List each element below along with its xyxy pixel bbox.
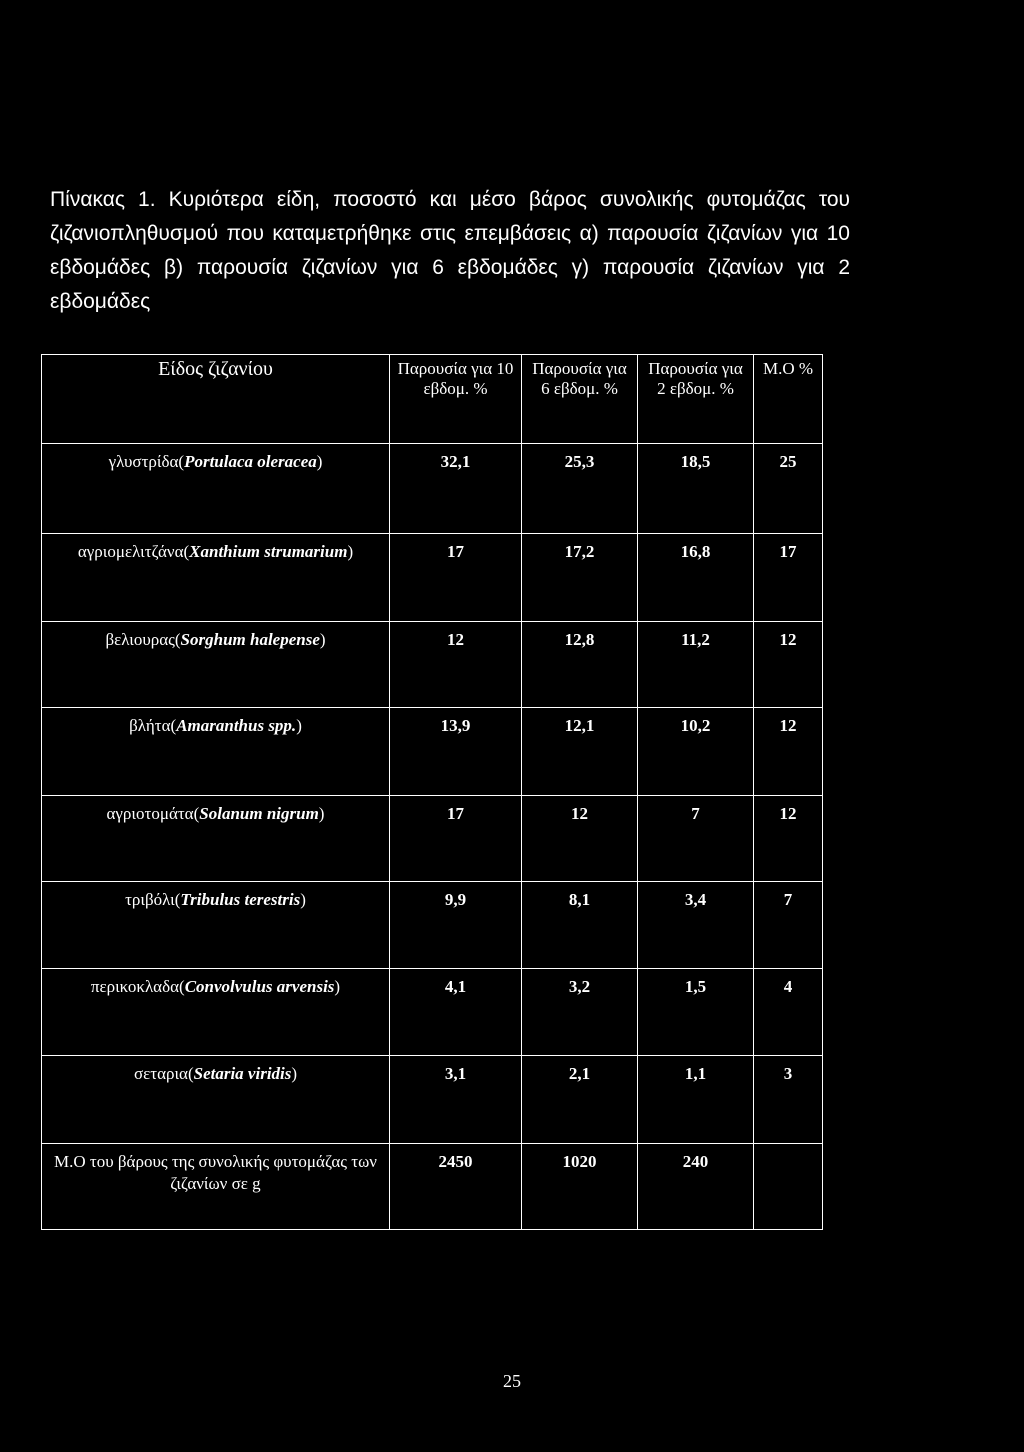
value-2-weeks: 1,5 [638,969,754,1056]
species-cell: σεταρια(Setaria viridis) [42,1056,390,1144]
value-6-weeks: 8,1 [522,882,638,969]
species-latin-name: Xanthium strumarium [189,542,348,561]
header-2-weeks: Παρουσία για 2 εβδομ. % [638,355,754,444]
table-row [42,708,823,796]
species-common-name: περικοκλαδα [90,977,180,996]
value-2-weeks: 10,2 [638,708,754,796]
species-cell: βλήτα(Amaranthus spp.) [42,708,390,796]
table-row [42,1056,823,1144]
header-mean: Μ.Ο % [754,355,823,444]
value-6-weeks: 12,1 [522,708,638,796]
table-caption: Πίνακας 1. Κυριότερα είδη, ποσοστό και μέσο βάρος συνολικής φυτομάζας του ζιζανιοπληθυσμού που καταμετρήθηκε στις επεμβάσεις α) παρουσία ζιζανίων για 10 εβδομάδες β) παρουσία ζιζανίων για 6 εβδομάδες γ) παρουσία ζιζανίων για 2 εβδομάδες [50,188,850,313]
biomass-label: Μ.Ο του βάρους της συνολικής φυτομάζας των ζιζανίων σε g [42,1144,390,1230]
species-latin-name: Solanum nigrum [199,804,319,823]
species-cell: αγριομελιτζάνα(Xanthium strumarium) [42,534,390,622]
value-6-weeks: 12 [522,796,638,882]
value-mean: 12 [754,796,823,882]
species-latin-name: Sorghum halepense [180,630,320,649]
species-latin-name: Setaria viridis [193,1064,292,1083]
table-row [42,969,823,1056]
species-common-name: βλήτα [129,716,171,735]
value-2-weeks: 3,4 [638,882,754,969]
weeds-table [41,354,823,1230]
biomass-2-weeks: 240 [638,1144,754,1230]
value-10-weeks: 32,1 [390,444,522,534]
value-6-weeks: 12,8 [522,622,638,708]
table-row [42,796,823,882]
page-number: 25 [503,1371,521,1391]
table-row [42,444,823,534]
biomass-row [42,1144,823,1230]
species-cell: γλυστρίδα(Portulaca oleracea) [42,444,390,534]
value-10-weeks: 17 [390,534,522,622]
species-common-name: βελιουρας [105,630,175,649]
value-10-weeks: 12 [390,622,522,708]
species-latin-name: Tribulus terestris [180,890,301,909]
table-header-row [42,355,823,444]
biomass-10-weeks: 2450 [390,1144,522,1230]
value-10-weeks: 13,9 [390,708,522,796]
table-row [42,622,823,708]
header-6-weeks: Παρουσία για 6 εβδομ. % [522,355,638,444]
value-10-weeks: 9,9 [390,882,522,969]
value-2-weeks: 18,5 [638,444,754,534]
value-mean: 12 [754,622,823,708]
header-species: Είδος ζιζανίου [42,355,390,444]
header-10-weeks: Παρουσία για 10 εβδομ. % [390,355,522,444]
value-mean: 12 [754,708,823,796]
value-6-weeks: 17,2 [522,534,638,622]
biomass-6-weeks: 1020 [522,1144,638,1230]
value-mean: 7 [754,882,823,969]
species-cell: αγριοτομάτα(Solanum nigrum) [42,796,390,882]
value-mean: 25 [754,444,823,534]
value-10-weeks: 17 [390,796,522,882]
value-2-weeks: 11,2 [638,622,754,708]
table-row [42,882,823,969]
species-common-name: γλυστρίδα [108,452,179,471]
species-latin-name: Portulaca oleracea [184,452,317,471]
value-6-weeks: 3,2 [522,969,638,1056]
species-common-name: σεταρια [133,1064,188,1083]
species-common-name: αγριοτομάτα [106,804,194,823]
value-mean: 3 [754,1056,823,1144]
species-common-name: αγριομελιτζάνα [77,542,184,561]
species-common-name: τριβόλι [125,890,175,909]
value-10-weeks: 4,1 [390,969,522,1056]
species-cell: τριβόλι(Tribulus terestris) [42,882,390,969]
value-10-weeks: 3,1 [390,1056,522,1144]
value-2-weeks: 1,1 [638,1056,754,1144]
table-row [42,534,823,622]
species-cell: βελιουρας(Sorghum halepense) [42,622,390,708]
value-mean: 4 [754,969,823,1056]
value-mean: 17 [754,534,823,622]
species-latin-name: Convolvulus arvensis [184,977,335,996]
species-latin-name: Amaranthus spp. [176,716,297,735]
value-2-weeks: 16,8 [638,534,754,622]
species-cell: περικοκλαδα(Convolvulus arvensis) [42,969,390,1056]
value-2-weeks: 7 [638,796,754,882]
biomass-mean [754,1144,823,1230]
value-6-weeks: 2,1 [522,1056,638,1144]
value-6-weeks: 25,3 [522,444,638,534]
